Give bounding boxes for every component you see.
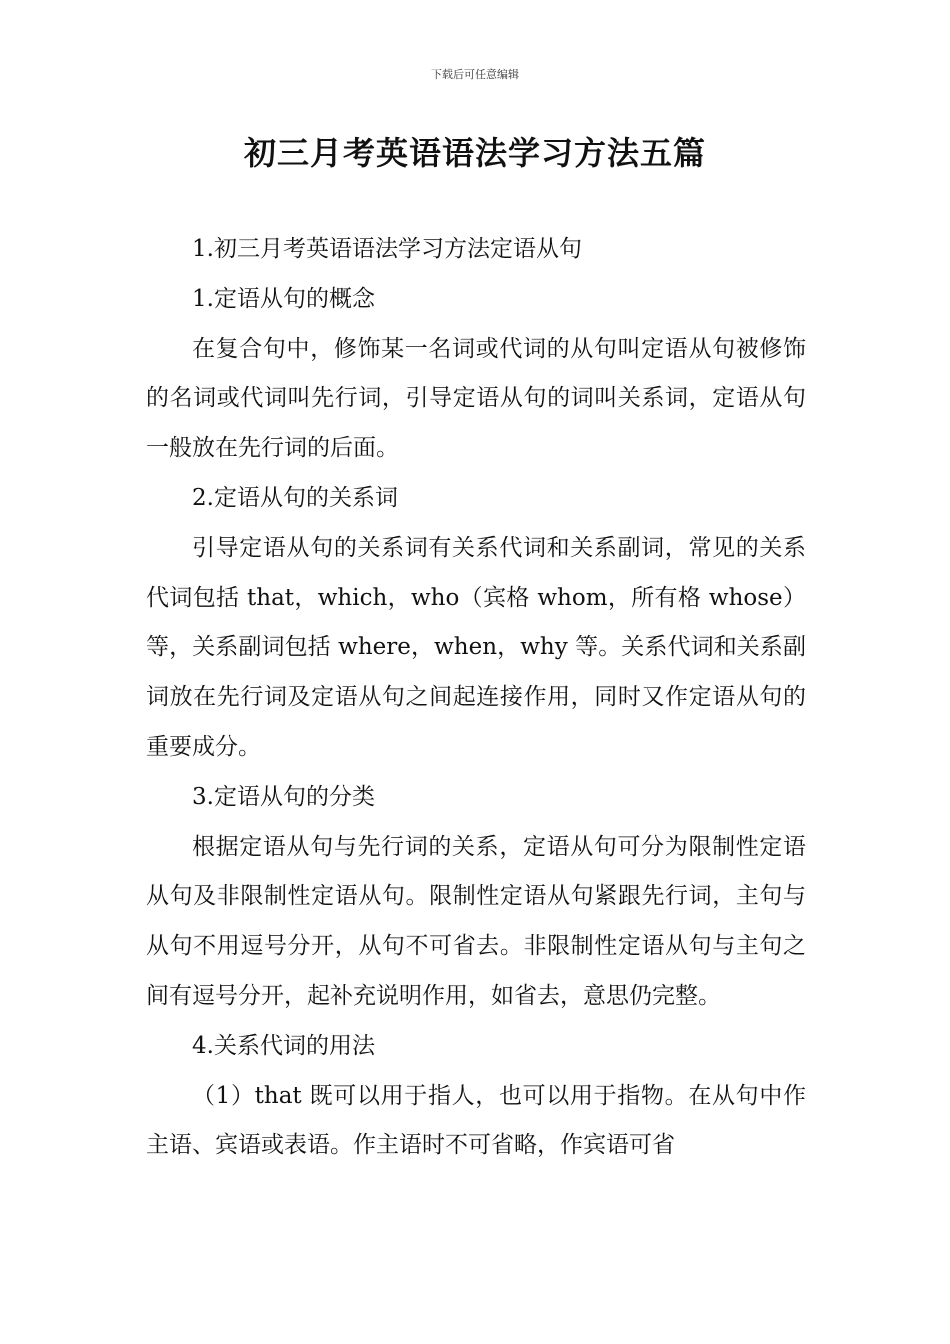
document-title: 初三月考英语语法学习方法五篇 — [243, 134, 706, 172]
paragraph-relatives-text: 引导定语从句的关系词有关系代词和关系副词，常见的关系代词包括 that，which，who（宾格 whom，所有格 whose）等，关系副词包括 where，when，why 等。关系代词和关系副词放在先行词及定语从句之间起连接作用，同时又作定语从句的重要成分。 — [146, 534, 806, 760]
paragraph-concept-text: 在复合句中，修饰某一名词或代词的从句叫定语从句被修饰的名词或代词叫先行词，引导定语从句的词叫关系词，定语从句一般放在先行词的后面。 — [146, 335, 806, 462]
paragraph-subheading-pronoun-usage: 4.关系代词的用法 — [192, 1032, 375, 1059]
paragraph-pronoun-usage-text: （1）that 既可以用于指人，也可以用于指物。在从句中作主语、宾语或表语。作主语时不可省略，作宾语可省 — [146, 1082, 806, 1159]
paragraph-subheading-concept: 1.定语从句的概念 — [192, 285, 375, 312]
document-body — [146, 225, 806, 1171]
paragraph-subheading-types: 3.定语从句的分类 — [192, 783, 375, 810]
paragraph-subheading-relatives: 2.定语从句的关系词 — [192, 484, 398, 511]
paragraph-section-heading: 1.初三月考英语语法学习方法定语从句 — [192, 236, 582, 262]
header-note: 下载后可任意编辑 — [431, 68, 519, 81]
paragraph-types-text: 根据定语从句与先行词的关系，定语从句可分为限制性定语从句及非限制性定语从句。限制性定语从句紧跟先行词，主句与从句不用逗号分开，从句不可省去。非限制性定语从句与主句之间有逗号分开，起补充说明作用，如省去，意思仍完整。 — [146, 833, 806, 1009]
